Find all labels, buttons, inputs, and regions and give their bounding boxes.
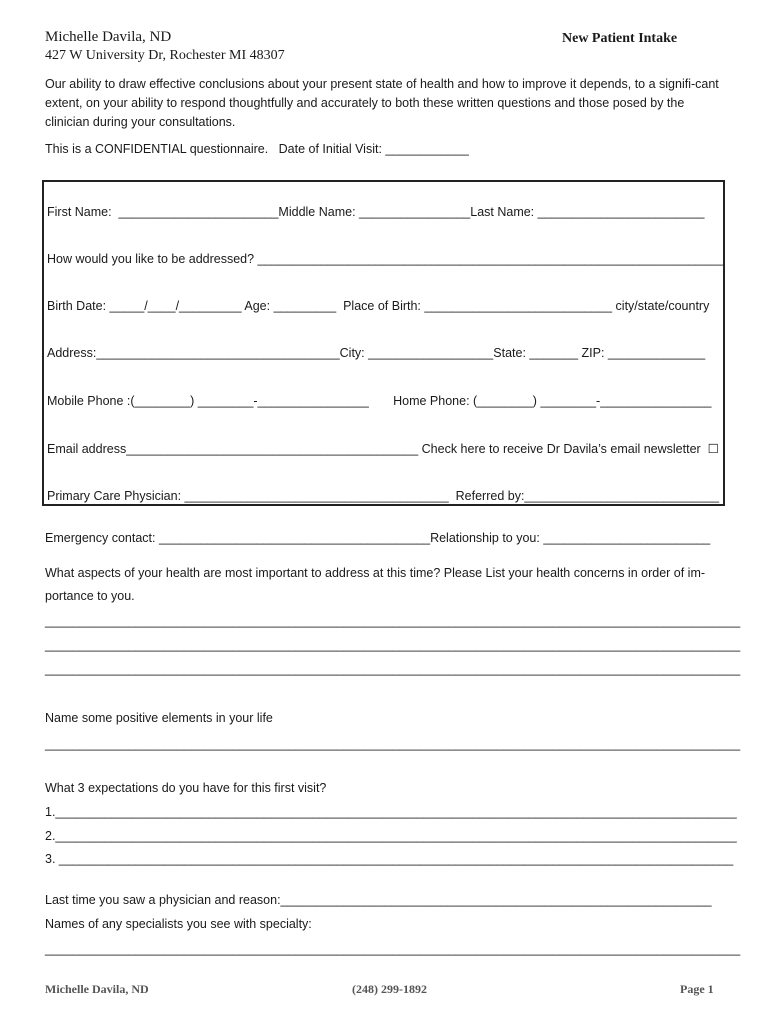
last-physician-line[interactable]: Last time you saw a physician and reason:______________________________________________________________ xyxy=(45,893,712,907)
email-row[interactable]: Email address__________________________________________ Check here to receive Dr Davila’s email newsletter ☐ xyxy=(47,442,719,456)
answer-line[interactable]: ____________________________________________________________________________________________________ xyxy=(45,638,741,652)
positive-elements-label: Name some positive elements in your life xyxy=(45,711,273,725)
footer-name: Michelle Davila, ND xyxy=(45,982,149,996)
phone-row[interactable]: Mobile Phone :(________) ________-________________ Home Phone: (________) ________-________________ xyxy=(47,394,712,408)
practice-address: 427 W University Dr, Rochester MI 48307 xyxy=(45,48,285,63)
expectation-line-1[interactable]: 1.__________________________________________________________________________________________________ xyxy=(45,805,737,819)
form-title: New Patient Intake xyxy=(562,31,678,46)
intro-paragraph: Our ability to draw effective conclusions about your present state of health and how to improve it depends, to a signifi-cant extent, on your ability to respond thoughtfully and accurately to both these written questions and those posed by the clinician during your consultations. xyxy=(45,77,719,129)
physician-row[interactable]: Primary Care Physician: ______________________________________ Referred by:____________________________ xyxy=(47,489,720,503)
confidential-line[interactable]: This is a CONFIDENTIAL questionnaire. Date of Initial Visit: ____________ xyxy=(45,142,469,156)
birth-row[interactable]: Birth Date: _____/____/_________ Age: _________ Place of Birth: ___________________________ city/state/country xyxy=(47,299,710,313)
health-question-cont: portance to you. xyxy=(45,589,135,603)
answer-line[interactable]: ____________________________________________________________________________________________________ xyxy=(45,737,741,751)
health-question: What aspects of your health are most important to address at this time? Please List your health concerns in order of im- xyxy=(45,566,706,580)
expectation-line-3[interactable]: 3. _________________________________________________________________________________________________ xyxy=(45,852,734,866)
answer-line[interactable]: ____________________________________________________________________________________________________ xyxy=(45,614,741,628)
answer-line[interactable]: ____________________________________________________________________________________________________ xyxy=(45,662,741,676)
answer-line[interactable]: ____________________________________________________________________________________________________ xyxy=(45,942,741,956)
footer-page-number: Page 1 xyxy=(680,982,714,996)
footer-phone: (248) 299-1892 xyxy=(352,982,427,996)
expectations-label: What 3 expectations do you have for this first visit? xyxy=(45,781,327,795)
practice-name: Michelle Davila, ND xyxy=(45,29,172,45)
specialists-label: Names of any specialists you see with specialty: xyxy=(45,917,312,931)
address-preference-row[interactable]: How would you like to be addressed? ___________________________________________________________________ xyxy=(47,252,724,266)
emergency-contact-line[interactable]: Emergency contact: _______________________________________Relationship to you: ________________________ xyxy=(45,531,711,545)
name-row[interactable]: First Name: _______________________Middle Name: ________________Last Name: ________________________ xyxy=(47,205,705,219)
expectation-line-2[interactable]: 2.__________________________________________________________________________________________________ xyxy=(45,829,737,843)
address-row[interactable]: Address:___________________________________City: __________________State: _______ ZIP: ______________ xyxy=(47,346,706,360)
patient-info-box xyxy=(42,180,725,506)
